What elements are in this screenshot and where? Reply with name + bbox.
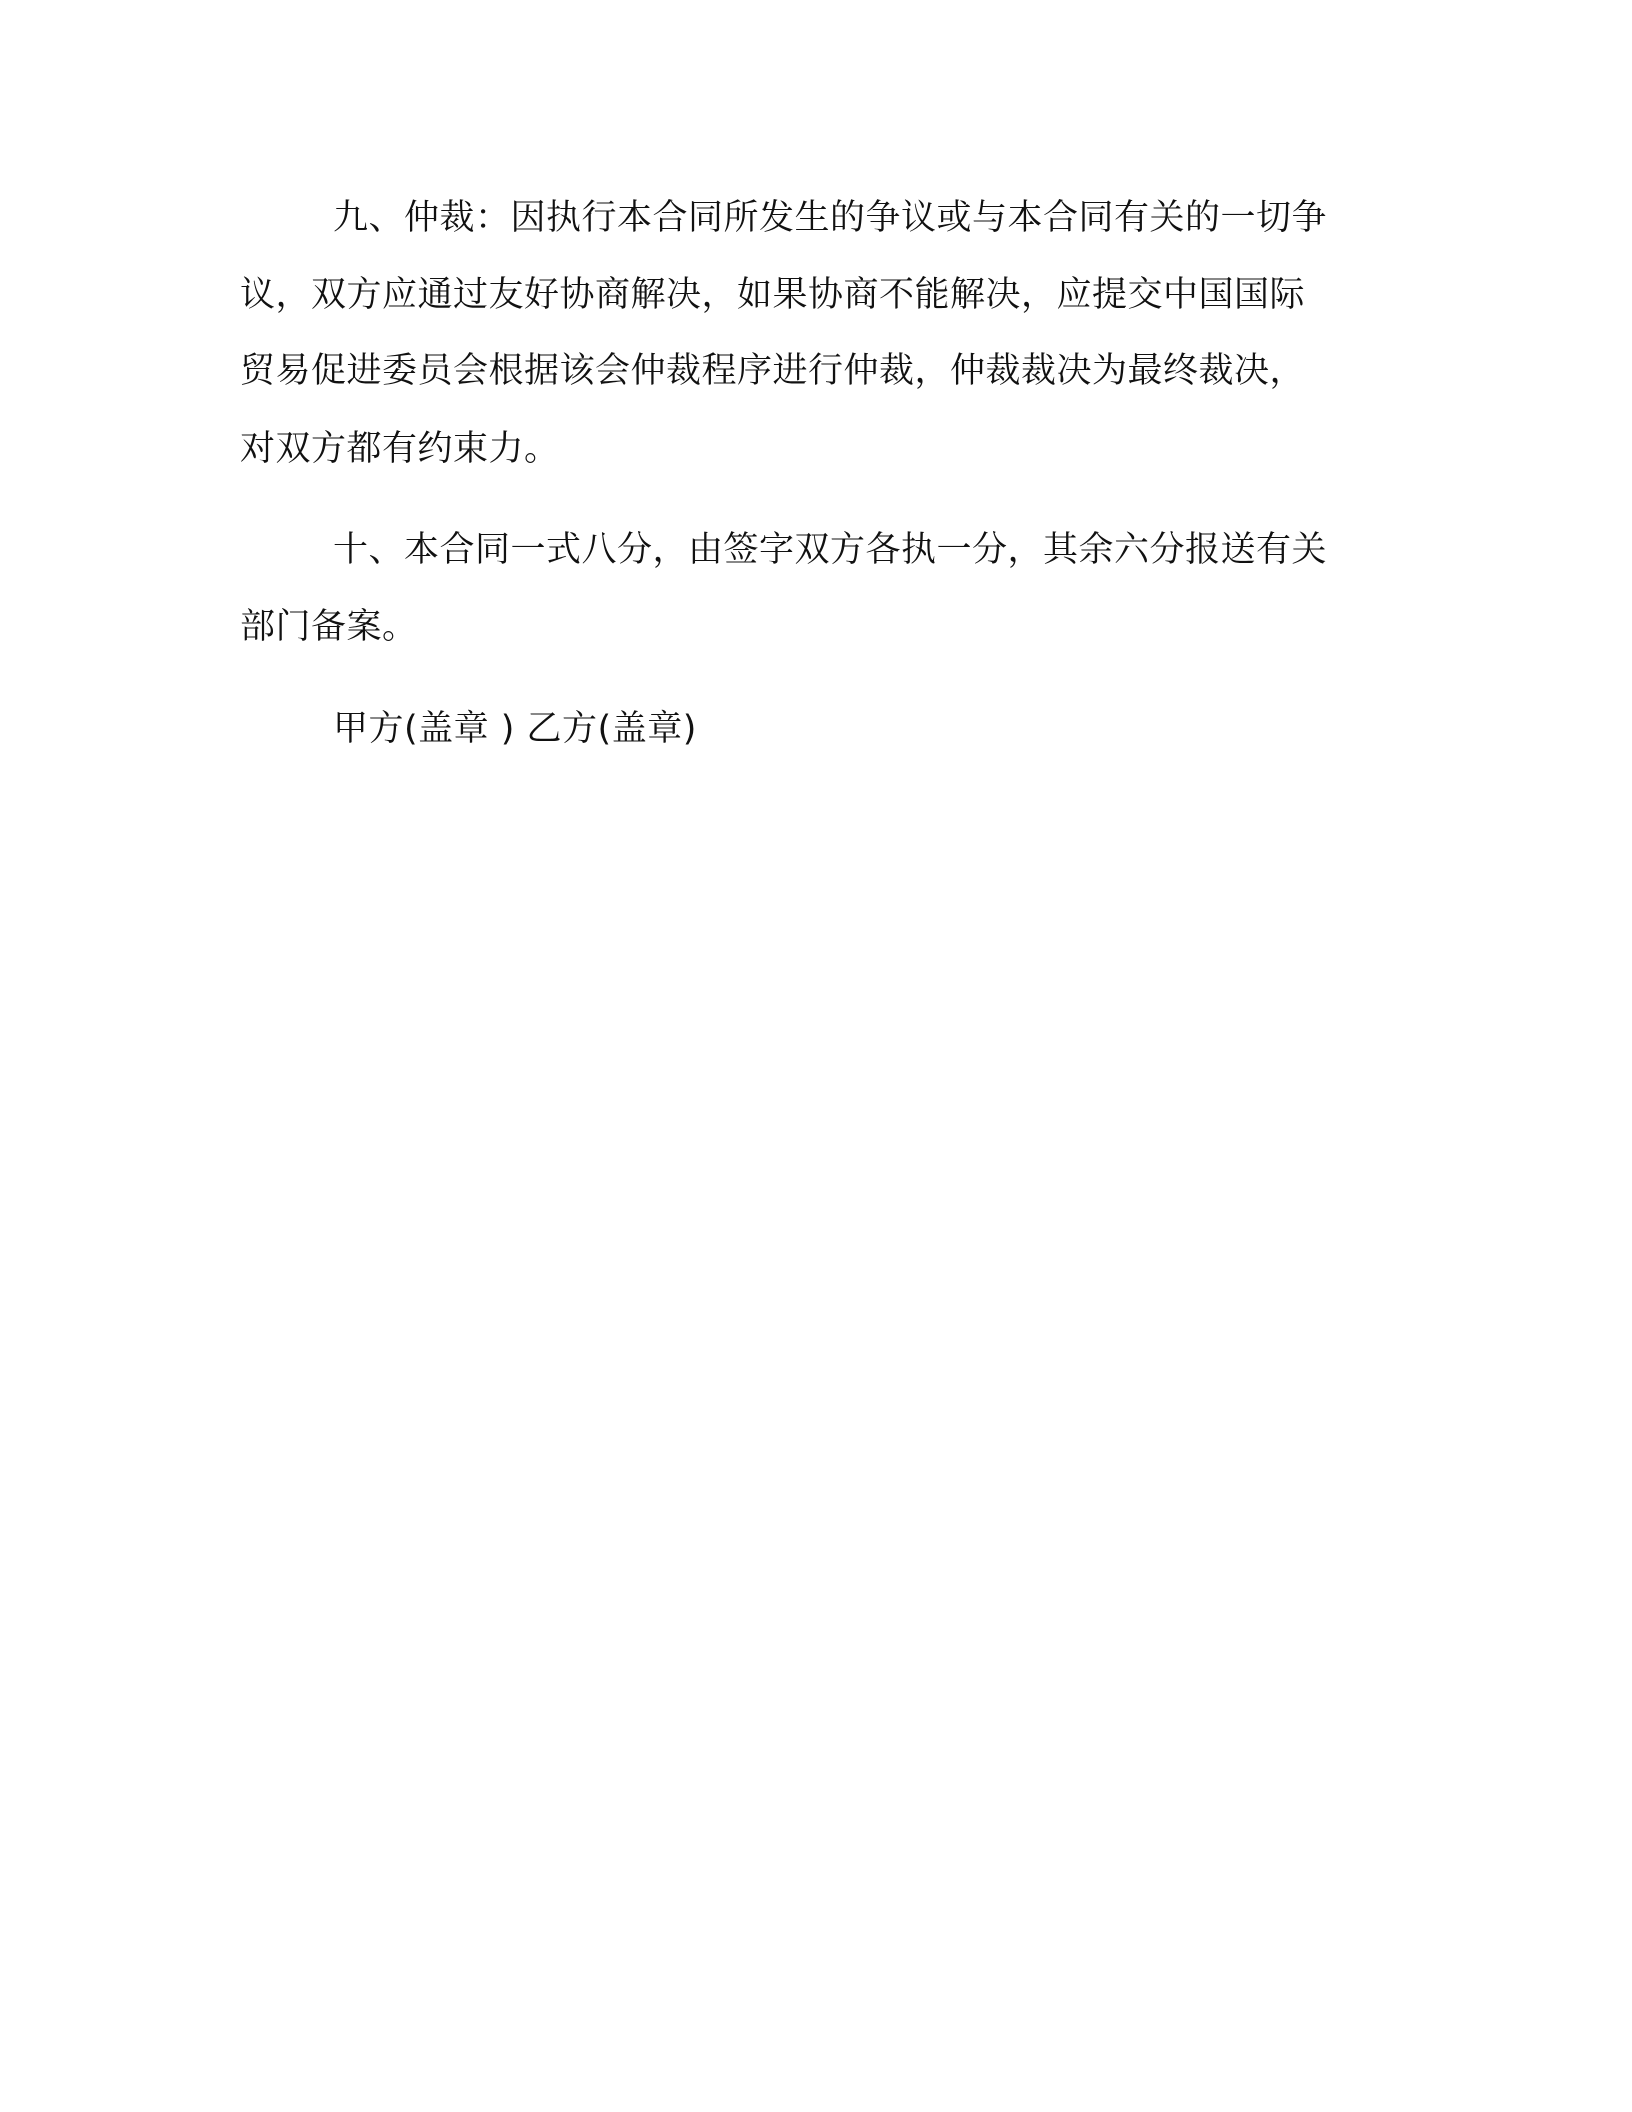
clause-9-line-4: 对双方都有约束力。	[240, 429, 560, 469]
clause-10-line-1: 十、本合同一式八分，由签字双方各执一分，其余六分报送有关	[333, 530, 1328, 570]
clause-9-line-3: 贸易促进委员会根据该会仲裁程序进行仲裁，仲裁裁决为最终裁决，	[240, 351, 1306, 391]
signature-line: 甲方(盖章 ) 乙方(盖章)	[333, 709, 697, 749]
clause-10-line-2: 部门备案。	[240, 607, 418, 647]
clause-9-line-2: 议，双方应通过友好协商解决，如果协商不能解决，应提交中国国际	[240, 275, 1306, 315]
clause-9-line-1: 九、仲裁：因执行本合同所发生的争议或与本合同有关的一切争	[333, 198, 1328, 238]
